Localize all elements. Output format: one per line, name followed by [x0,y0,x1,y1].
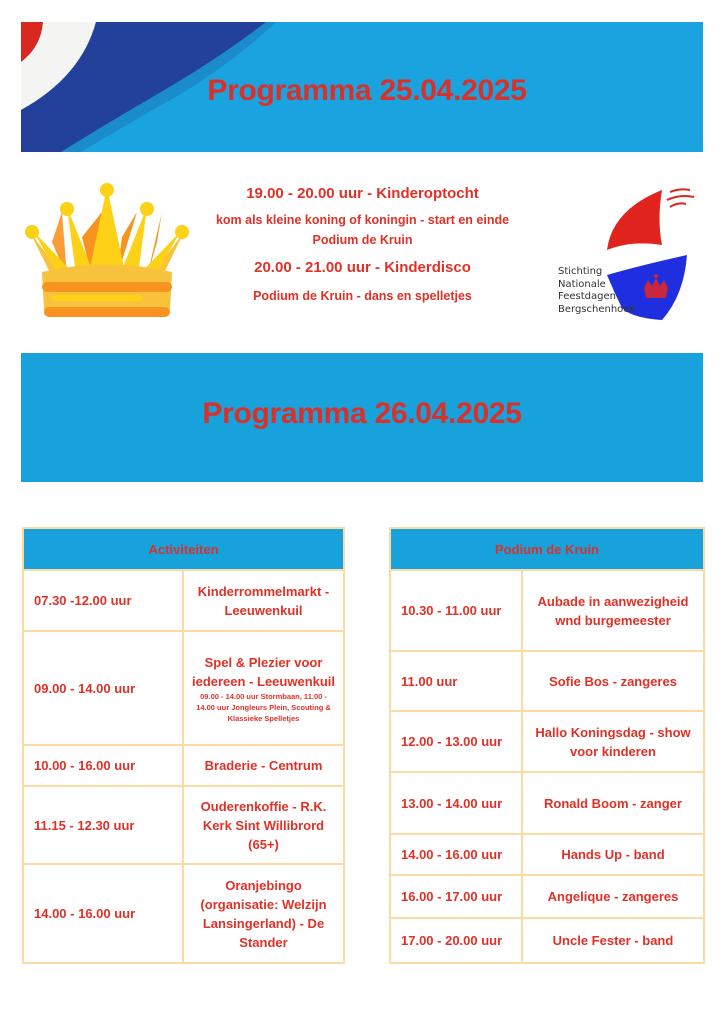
table-row [390,772,704,834]
time-cell: 10.30 - 11.00 uur [390,570,522,651]
activity-cell: Braderie - Centrum [183,745,344,786]
activity-cell: Hands Up - band [522,834,704,875]
day1-banner [21,22,703,152]
table-row [23,570,344,631]
day2-banner [21,353,703,482]
logo-line: Stichting [558,266,603,277]
time-cell: 11.15 - 12.30 uur [23,786,183,864]
time-cell: 10.00 - 16.00 uur [23,745,183,786]
activity-title: Spel & Plezier voor iedereen - Leeuwenkuil [191,654,336,689]
table-row [23,786,344,864]
table-row [23,745,344,786]
time-cell: 13.00 - 14.00 uur [390,772,522,834]
day2-title: Programma 26.04.2025 [202,397,522,430]
event-description: Podium de Kruin - dans en spelletjes [253,289,472,303]
time-cell: 09.00 - 14.00 uur [23,631,183,745]
logo-line: Nationale [558,278,606,290]
logo-line: Feestdagen [558,291,616,302]
time-cell: 12.00 - 13.00 uur [390,711,522,772]
crown-icon [22,182,192,322]
activity-cell: Uncle Fester - band [522,918,704,963]
time-cell: 17.00 - 20.00 uur [390,918,522,963]
activiteiten-table [22,527,345,964]
event-heading: 20.00 - 21.00 uur - Kinderdisco [254,259,471,276]
event-description: kom als kleine koning of koningin - start en einde Podium de Kruin [215,213,510,247]
table-row [390,570,704,651]
day1-events [195,180,530,306]
time-cell: 11.00 uur [390,651,522,711]
event-heading: 19.00 - 20.00 uur - Kinderoptocht [246,185,479,202]
activity-note: 09.00 - 14.00 uur Stormbaan, 11.00 - 14.00 uur Jongleurs Plein, Scouting & Klassieke Spelletjes [196,691,331,723]
activity-cell: Aubade in aanwezigheid wnd burgemeester [522,570,704,651]
activity-cell [183,631,344,745]
activity-cell: Ouderenkoffie - R.K. Kerk Sint Willibrord (65+) [183,786,344,864]
logo-text [558,266,635,316]
table-header: Podium de Kruin [390,528,704,570]
activity-cell: Angelique - zangeres [522,875,704,918]
time-cell: 14.00 - 16.00 uur [23,864,183,963]
table-row [390,711,704,772]
podium-table [389,527,705,964]
table-row [390,875,704,918]
table-row [23,631,344,745]
table-row [390,918,704,963]
logo-line: Bergschenhoek [558,303,636,315]
activity-cell: Hallo Koningsdag - show voor kinderen [522,711,704,772]
table-row [390,834,704,875]
time-cell: 07.30 -12.00 uur [23,570,183,631]
time-cell: 16.00 - 17.00 uur [390,875,522,918]
table-row [23,864,344,963]
activity-cell: Kinderrommelmarkt - Leeuwenkuil [183,570,344,631]
table-row [390,651,704,711]
activity-cell: Oranjebingo (organisatie: Welzijn Lansingerland) - De Stander [183,864,344,963]
activity-cell: Sofie Bos - zangeres [522,651,704,711]
activity-cell: Ronald Boom - zanger [522,772,704,834]
time-cell: 14.00 - 16.00 uur [390,834,522,875]
day1-title: Programma 25.04.2025 [207,74,527,107]
table-header: Activiteiten [23,528,344,570]
